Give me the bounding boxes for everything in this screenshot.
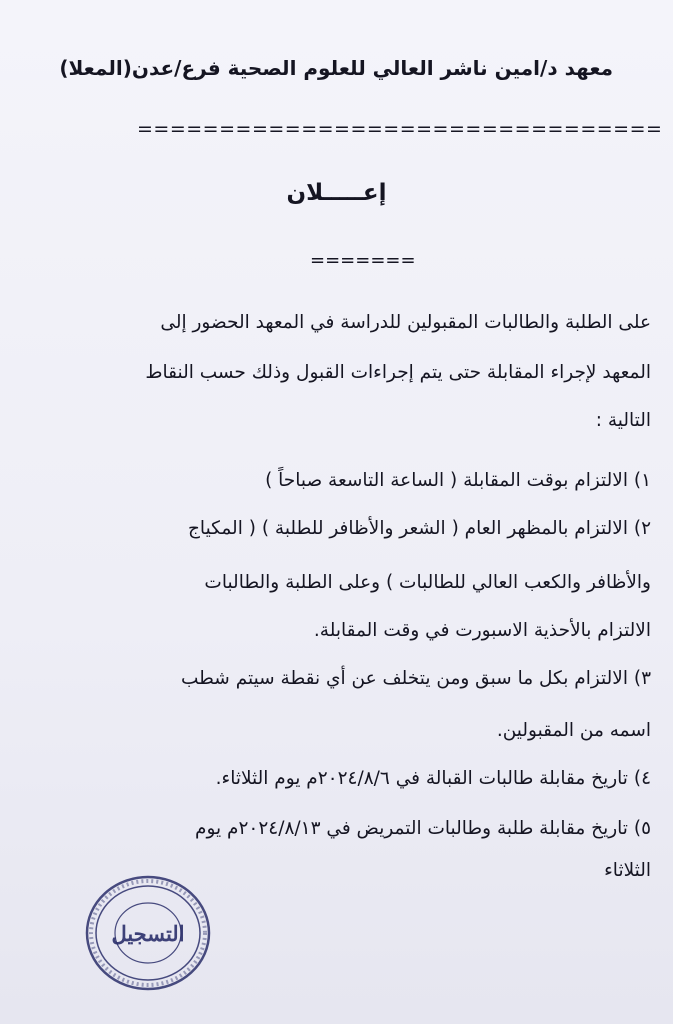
list-item-5-cont: الثلاثاء <box>604 860 651 881</box>
list-item-2: ٢) الالتزام بالمظهر العام ( الشعر والأظافر للطلبة ) ( المكياج <box>187 518 651 539</box>
title-divider: ======= <box>310 250 416 271</box>
announcement-title: إعـــــلان <box>286 180 387 206</box>
list-item-3-cont: اسمه من المقبولين. <box>496 720 651 741</box>
registration-seal-stamp <box>84 874 212 992</box>
institute-header: معهد د/امين ناشر العالي للعلوم الصحية فرع/عدن(المعلا) <box>59 56 613 80</box>
intro-line: على الطلبة والطالبات المقبولين للدراسة في المعهد الحضور إلى <box>160 312 651 333</box>
list-item-3: ٣) الالتزام بكل ما سبق ومن يتخلف عن أي نقطة سيتم شطب <box>180 668 651 689</box>
list-item-4: ٤) تاريخ مقابلة طالبات القبالة في ٢٠٢٤/٨/٦م يوم الثلاثاء. <box>215 768 651 789</box>
header-divider: ================================ <box>137 118 663 140</box>
list-item-1: ١) الالتزام بوقت المقابلة ( الساعة التاسعة صباحاً ) <box>265 470 651 491</box>
seal-label: التسجيل <box>111 921 185 946</box>
list-item-5: ٥) تاريخ مقابلة طلبة وطالبات التمريض في ٢٠٢٤/٨/١٣م يوم <box>194 818 651 839</box>
intro-line: المعهد لإجراء المقابلة حتى يتم إجراءات القبول وذلك حسب النقاط <box>145 362 651 383</box>
list-item-2-cont: والأظافر والكعب العالي للطالبات ) وعلى الطلبة والطالبات <box>204 572 651 593</box>
list-item-2-cont: الالتزام بالأحذية الاسبورت في وقت المقابلة. <box>313 620 651 641</box>
intro-line: التالية : <box>595 410 651 431</box>
